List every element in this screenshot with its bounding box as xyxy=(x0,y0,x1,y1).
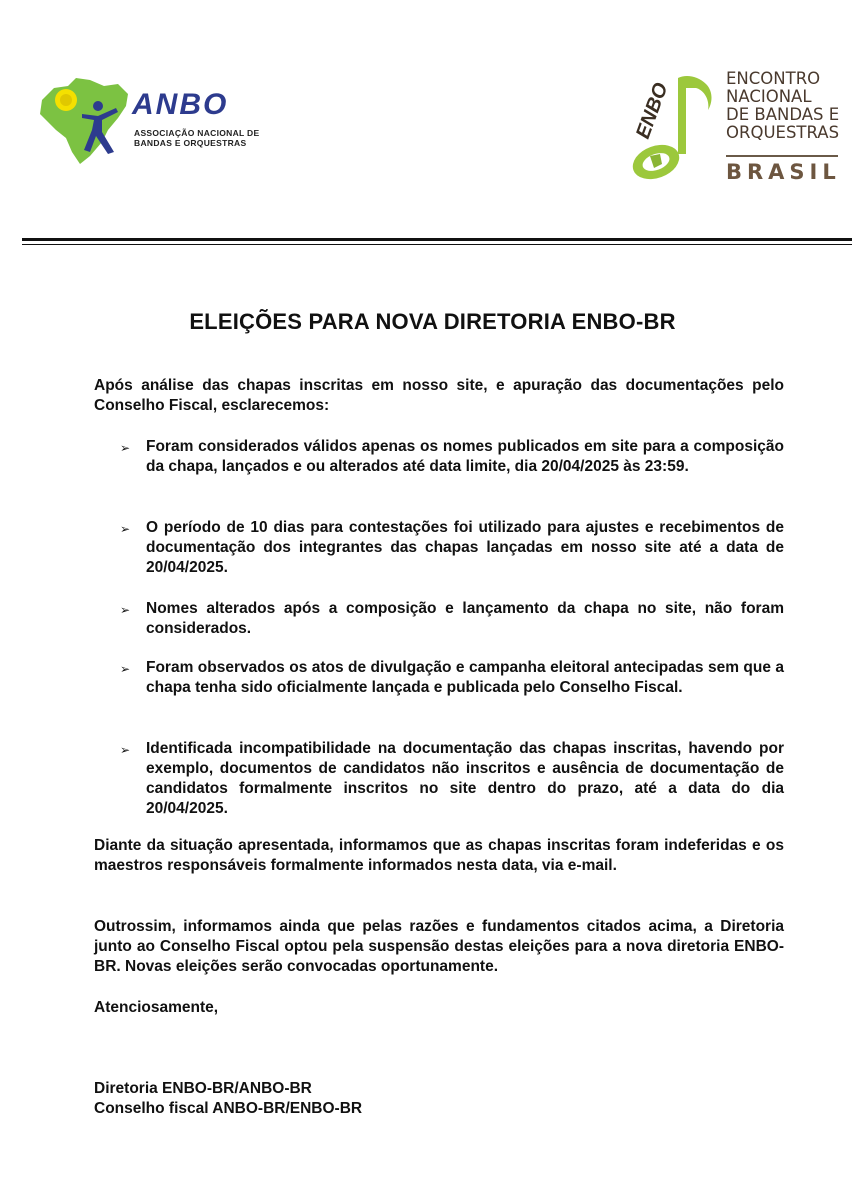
signature-line: Diretoria ENBO-BR/ANBO-BR xyxy=(94,1080,312,1097)
arrowhead-bullet-icon: ➢ xyxy=(120,441,131,455)
letterhead xyxy=(0,0,865,240)
bullet-text: Foram considerados válidos apenas os nomes publicados em site para a composição da chapa, lançados e ou alterados até data limite, dia 20/04/2025 às 23:59. xyxy=(146,438,784,475)
enbo-line-3: DE BANDAS E xyxy=(726,105,840,124)
enbo-music-note-icon xyxy=(626,70,721,185)
enbo-line-2: NACIONAL xyxy=(726,87,812,106)
signature-line: Conselho fiscal ANBO-BR/ENBO-BR xyxy=(94,1100,363,1117)
paragraph-decision: Diante da situação apresentada, informamos que as chapas inscritas foram indeferidas e os maestros responsáveis formalmente informados nesta data, via e-mail. xyxy=(94,837,784,874)
bullet-text: Identificada incompatibilidade na documentação das chapas inscritas, havendo por exemplo, documentos de candidatos não inscritos e ausência de documentação de candidatos formalmente inscritos no site dentro do prazo, até a data do dia 20/04/2025. xyxy=(146,740,784,817)
enbo-rule xyxy=(726,155,838,157)
intro-paragraph: Após análise das chapas inscritas em nosso site, e apuração das documentações pelo Conselho Fiscal, esclarecemos: xyxy=(94,377,784,414)
bullet-text: Foram observados os atos de divulgação e campanha eleitoral antecipadas sem que a chapa tenha sido oficialmente lançada e publicada pelo Conselho Fiscal. xyxy=(146,659,784,696)
enbo-line-1: ENCONTRO xyxy=(726,69,821,88)
bullet-text: Nomes alterados após a composição e lançamento da chapa no site, não foram considerados. xyxy=(146,600,784,637)
anbo-logo-map-icon xyxy=(32,72,282,172)
enbo-name-lines xyxy=(726,70,851,142)
document-title: ELEIÇÕES PARA NOVA DIRETORIA ENBO-BR xyxy=(189,309,676,334)
closing-text: Atenciosamente, xyxy=(94,999,219,1016)
enbo-mark-text: ENBO xyxy=(632,79,673,142)
bullet-text: O período de 10 dias para contestações foi utilizado para ajustes e recebimentos de documentação dos integrantes das chapas lançadas em nosso site até a data de 20/04/2025. xyxy=(146,519,784,576)
arrowhead-bullet-icon: ➢ xyxy=(120,522,131,536)
arrowhead-bullet-icon: ➢ xyxy=(120,743,131,757)
header-divider-thin xyxy=(22,244,852,245)
arrowhead-bullet-icon: ➢ xyxy=(120,603,131,617)
header-divider-thick xyxy=(22,238,852,241)
paragraph-suspension: Outrossim, informamos ainda que pelas razões e fundamentos citados acima, a Diretoria junto ao Conselho Fiscal optou pela suspensão destas eleições para a nova diretoria ENBO-BR. Novas eleições serão convocadas oportunamente. xyxy=(94,918,784,975)
arrowhead-bullet-icon: ➢ xyxy=(120,662,131,676)
enbo-line-4: ORQUESTRAS xyxy=(726,123,840,142)
anbo-subtitle: ASSOCIAÇÃO NACIONAL DE BANDAS E ORQUESTRAS xyxy=(134,128,260,148)
enbo-country: BRASIL xyxy=(726,160,841,184)
anbo-wordmark: ANBO xyxy=(132,88,229,121)
